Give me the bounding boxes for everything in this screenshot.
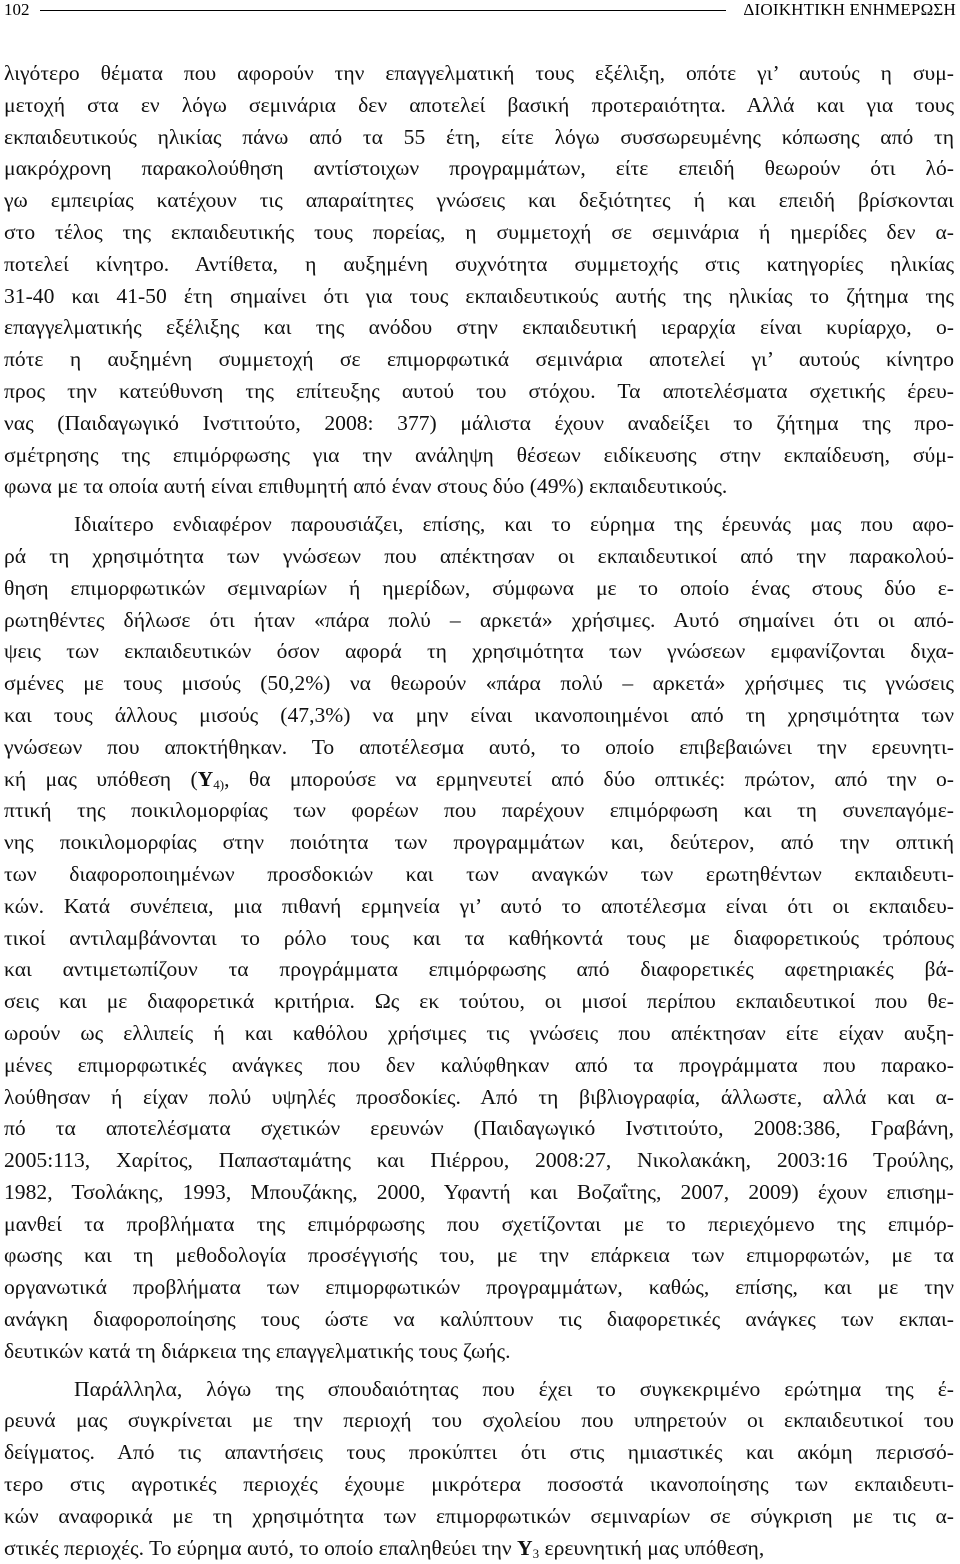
- text-line: ψεις των εκπαιδευτικών όσον αφορά τη χρησιμότητα των γνώσεων εμφανίζονται διχα-: [4, 639, 954, 664]
- text-line: νας (Παιδαγωγικό Ινστιτούτο, 2008: 377) μάλιστα έχουν αναδείξει το ζήτημα της προ-: [4, 410, 954, 435]
- text-line: μένες επιμορφωτικές ανάγκες που δεν καλύφθηκαν από τα προγράμματα που παρακο-: [4, 1052, 954, 1077]
- body-text: [4, 58, 954, 1564]
- text-line: Ιδιαίτερο ενδιαφέρον παρουσιάζει, επίσης, και το εύρημα της έρευνάς μας που αφο-: [74, 512, 954, 537]
- text-line: φωνα με τα οποία αυτή είναι επιθυμητή από έναν στους δύο (49%) εκπαιδευτικούς.: [4, 474, 728, 499]
- text-line: θηση επιμορφωτικών σεμιναρίων ή ημερίδων, σύμφωνα με το οποίο ένας στους δύο ε-: [4, 575, 954, 600]
- text-line: ρωτηθέντες δήλωσε ότι ήταν «πάρα πολύ – αρκετά» χρήσιμες. Αυτό σημαίνει ότι οι από-: [4, 607, 954, 632]
- text-line: εκπαιδευτικούς ηλικίας πάνω από τα 55 έτη, είτε λόγω συσσωρευμένης κόπωσης από τη: [4, 124, 954, 149]
- text-line: 31-40 και 41-50 έτη σημαίνει ότι για τους εκπαιδευτικούς αυτής της ηλικίας το ζήτημα της: [4, 283, 954, 308]
- text-line: και αντιμετωπίζουν τα προγράμματα επιμόρφωσης από διαφορετικές αφετηριακές βά-: [4, 957, 954, 982]
- text-line: ρευνά μας συγκρίνεται με την περιοχή του σχολείου που υπηρετούν οι εκπαιδευτικοί του: [4, 1408, 954, 1433]
- text-line: μακρόχρονη παρακολούθηση αντίστοιχων προγραμμάτων, είτε επειδή θεωρούν ότι λό-: [4, 156, 954, 181]
- text-line: λιγότερο θέματα που αφορούν την επαγγελματική τους εξέλιξη, οπότε γι’ αυτούς η συμ-: [4, 61, 954, 85]
- text-line: γω εμπειρίας κατέχουν τις απαραίτητες γνώσεις και δεξιότητες ή και επειδή βρίσκονται: [4, 188, 954, 213]
- text-line: ανάγκη διαφοροποίησης τους ώστε να καλύπτουν τις διαφορετικές ανάγκες των εκπαι-: [4, 1307, 954, 1332]
- text-line: δευτικών κατά τη διάρκεια της επαγγελματικής τους ζωής.: [4, 1338, 511, 1363]
- text-line: νης ποικιλομορφίας στην ποιότητα των προγραμμάτων και, δεύτερον, από την οπτική: [4, 830, 954, 855]
- text-line: κή μας υπόθεση ($\Upsilon_{4)}$, θα μπορούσε να ερμηνευτεί από δύο οπτικές: πρώτον, από την ο-: [4, 766, 954, 792]
- text-line: δείγματος. Από τις απαντήσεις τους προκύπτει ότι στις ημιαστικές και ακόμη περισσό-: [4, 1440, 954, 1465]
- text-line: πότε η αυξημένη συμμετοχή σε επιμορφωτικά σεμινάρια αποτελεί γι’ αυτούς κίνητρο: [4, 347, 954, 372]
- text-line: σμέτρησης της επιμόρφωσης για την ανάληψη θέσεων ειδίκευσης στην εκπαίδευση, σύμ-: [4, 442, 954, 467]
- text-line: σεις και με διαφορετικά κριτήρια. Ως εκ τούτου, οι μισοί περίπου εκπαιδευτικοί που θε-: [4, 989, 954, 1014]
- text-line: πτική της ποικιλομορφίας των φορέων που παρέχουν επιμόρφωση και τη συνεπαγόμε-: [4, 798, 954, 823]
- text-line: 2005:113, Χαρίτος, Παπασταμάτης και Πιέρρου, 2008:27, Νικολακάκη, 2003:16 Τρούλης,: [4, 1148, 954, 1173]
- text-line: Παράλληλα, λόγω της σπουδαιότητας που έχει το συγκεκριμένο ερώτημα της έ-: [74, 1376, 954, 1401]
- text-line: τερο στις αγροτικές περιοχές έχουμε μικρότερα ποσοστά ικανοποίησης των εκπαιδευτι-: [4, 1472, 954, 1497]
- text-line: στικές περιοχές. Το εύρημα αυτό, το οποίο επαληθεύει την $\Upsilon_3$ ερευνητική μας υπόθεση,: [4, 1535, 765, 1561]
- text-line: μετοχή στα εν λόγω σεμινάρια δεν αποτελεί βασική προτεραιότητα. Αλλά και για τους: [4, 92, 954, 117]
- text-line: ρά τη χρησιμότητα των γνώσεων που απέκτησαν οι εκπαιδευτικοί από την παρακολού-: [4, 543, 954, 568]
- text-line: και τους άλλους μισούς (47,3%) να μην είναι ικανοποιημένοι από τη χρησιμότητα των: [4, 702, 954, 727]
- text-line: φωσης και τη μεθοδολογία προσέγγισής του, με την επάρκεια των επιμορφωτών, με τα: [4, 1243, 954, 1268]
- text-line: λούθησαν ή είχαν πολύ υψηλές προσδοκίες. Από τη βιβλιογραφία, άλλωστε, αλλά και α-: [4, 1084, 954, 1109]
- text-line: μανθεί τα προβλήματα της επιμόρφωσης που σχετίζονται με το περιεχόμενο της επιμόρ-: [4, 1211, 954, 1236]
- text-line: πό τα αποτελέσματα σχετικών ερευνών (Παιδαγωγικό Ινστιτούτο, 2008:386, Γραβάνη,: [4, 1116, 954, 1141]
- text-line: ωρούν ως ελλιπείς ή και καθόλου χρήσιμες τις γνώσεις που απέκτησαν είτε είχαν αυξη-: [4, 1020, 954, 1045]
- header-rule: [40, 10, 726, 11]
- text-line: προς την κατεύθυνση της επίτευξης αυτού του στόχου. Τα αποτελέσματα σχετικής έρευ-: [4, 378, 954, 403]
- text-line: 1982, Τσολάκης, 1993, Μπουζάκης, 2000, Υφαντή και Βοζαΐτης, 2007, 2009) έχουν επισημ-: [4, 1179, 954, 1204]
- text-line: σμένες με τους μισούς (50,2%) να θεωρούν «πάρα πολύ – αρκετά» χρήσιμες τις γνώσεις: [4, 671, 954, 696]
- page-number: 102: [4, 0, 30, 19]
- paragraph: [4, 58, 954, 503]
- text-line: κών. Κατά συνέπεια, μια πιθανή ερμηνεία γι’ αυτό το αποτέλεσμα είναι ότι οι εκπαιδευ-: [4, 893, 954, 918]
- running-header: [4, 0, 956, 22]
- text-line: οργανωτικά προβλήματα των επιμορφωτικών προγραμμάτων, καθώς, επίσης, και με την: [4, 1275, 954, 1300]
- running-title: ΔΙΟΙΚΗΤΙΚΗ ΕΝΗΜΕΡΩΣΗ: [743, 0, 956, 19]
- text-line: στο τέλος της εκπαιδευτικής τους πορείας, η συμμετοχή σε σεμινάρια ή ημερίδες δεν α-: [4, 219, 954, 244]
- paragraph: [4, 509, 954, 1368]
- text-line: κών αναφορικά με τη χρησιμότητα των επιμορφωτικών σεμιναρίων σε σύγκριση με τις α-: [4, 1503, 954, 1528]
- text-line: επαγγελματικής εξέλιξης και της ανόδου στην εκπαιδευτική ιεραρχία είναι κυρίαρχο, ο-: [4, 315, 954, 340]
- text-line: των διαφοροποιημένων προσδοκιών και των αναγκών των ερωτηθέντων εκπαιδευτι-: [4, 861, 954, 886]
- paragraph: [4, 1374, 954, 1564]
- text-line: ποτελεί κίνητρο. Αντίθετα, η αυξημένη συχνότητα συμμετοχής στις κατηγορίες ηλικίας: [4, 251, 954, 276]
- text-line: γνώσεων που αποκτήθηκαν. Το αποτέλεσμα αυτό, το οποίο επιβεβαιώνει την ερευνητι-: [4, 734, 954, 759]
- text-line: τικοί αντιλαμβάνονται το ρόλο τους και τα καθήκοντά τους με διαφορετικούς τρόπους: [4, 925, 954, 950]
